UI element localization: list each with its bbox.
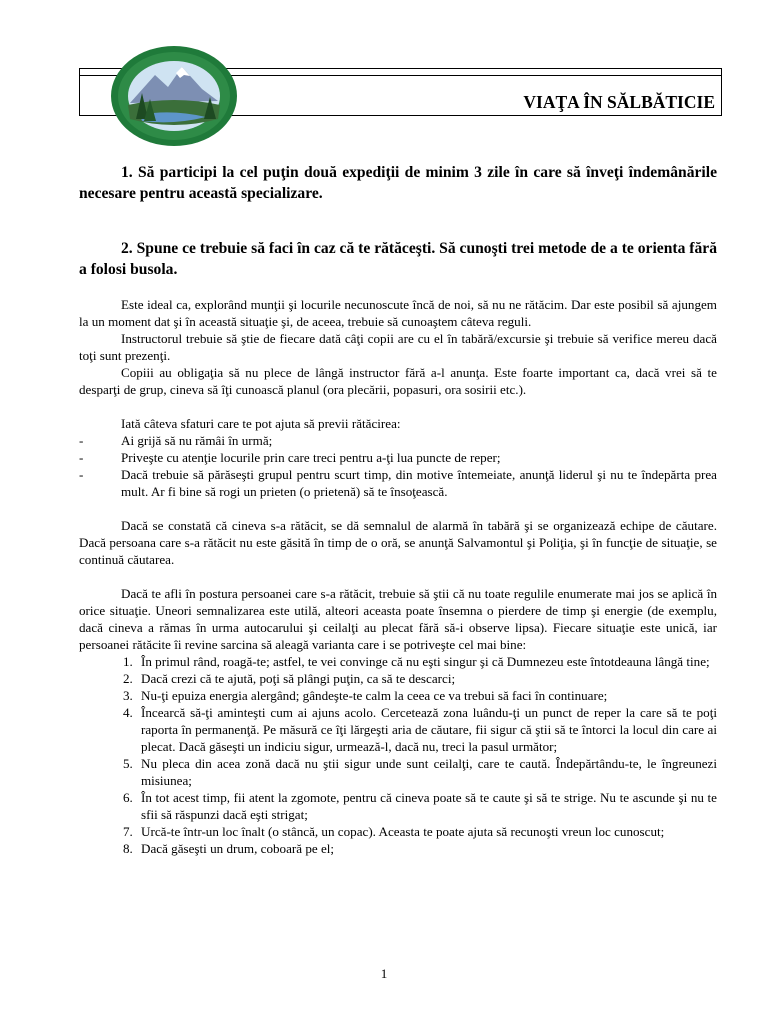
- list-item: [79, 687, 717, 704]
- list-item: [79, 755, 717, 789]
- list-item: [79, 466, 717, 500]
- list-number: 2.: [123, 671, 133, 686]
- list-item-text: Nu-ţi epuiza energia alergând; gândeşte-te calm la ceea ce va trebui să faci în continuare;: [141, 688, 608, 703]
- list-item: [79, 653, 717, 670]
- list-item-text: În tot acest timp, fii atent la zgomote, pentru că cineva poate să te caute şi să te strige. Nu te ascunde şi nu te sfii să răspunzi dacă eşti strigat;: [141, 790, 717, 822]
- list-item-text: - Dacă trebuie să părăseşti grupul pentru scurt timp, din motive întemeiate, anunţă liderul şi nu te îndepărta prea mult. Ar fi bine să rogi un prieten (o prietenă) să te însoţească.: [121, 467, 717, 499]
- list-item-text: Dacă găseşti un drum, coboară pe el;: [141, 841, 335, 856]
- list-number: 1.: [123, 654, 133, 669]
- list-item-text: - Priveşte cu atenţie locurile prin care treci pentru a-ţi lua puncte de reper;: [121, 450, 501, 465]
- list-item: [79, 840, 717, 857]
- steps-list: [79, 653, 717, 857]
- list-item-text: În primul rând, roagă-te; astfel, te vei convinge că nu eşti singur şi că Dumnezeu este întotdeauna lângă tine;: [141, 654, 710, 669]
- list-item: [79, 823, 717, 840]
- list-number: 7.: [123, 824, 133, 839]
- list-item: [79, 432, 717, 449]
- list-number: 8.: [123, 841, 133, 856]
- list-item-text: Dacă crezi că te ajută, poţi să plângi puţin, ca să te descarci;: [141, 671, 456, 686]
- page-title: VIAŢA ÎN SĂLBĂTICIE: [523, 92, 715, 112]
- list-item-text: - Ai grijă să nu rămâi în urmă;: [121, 433, 273, 448]
- list-item-text: Nu pleca din acea zonă dacă nu ştii sigur unde sunt ceilalţi, care te caută. Îndepărtându-te, le îngreunezi misiunea;: [141, 756, 717, 788]
- list-item: [79, 704, 717, 755]
- paragraph: Este ideal ca, explorând munţii şi locurile necunoscute încă de noi, să nu ne rătăcim. Dar este posibil să ajungem la un moment dat şi în această situaţie şi, de aceea, trebuie să cunoaştem câteva reguli.: [79, 297, 717, 329]
- list-number: 6.: [123, 790, 133, 805]
- mountain-landscape-badge-icon: [110, 45, 238, 147]
- list-item-text: Urcă-te într-un loc înalt (o stâncă, un copac). Aceasta te poate ajuta să recunoşti vreun loc cunoscut;: [141, 824, 665, 839]
- list-number: 5.: [123, 756, 133, 771]
- requirement-heading: 1. Să participi la cel puţin două expediţii de minim 3 zile în care să înveţi îndemânările necesare pentru această specializare.: [79, 164, 717, 202]
- list-item: [79, 449, 717, 466]
- page-number: 1: [380, 966, 388, 981]
- document-body: [79, 162, 717, 857]
- paragraph: Copiii au obligaţia să nu plece de lângă instructor fără a-l anunţa. Este foarte important ca, dacă vrei să te desparţi de grup, cineva să îţi cunoască planul (ora plecării, popasuri, ora sosirii etc.).: [79, 365, 717, 397]
- tips-intro: Iată câteva sfaturi care te pot ajuta să previi rătăcirea:: [121, 416, 401, 431]
- list-number: 4.: [123, 705, 133, 720]
- requirement-heading: 2. Spune ce trebuie să faci în caz că te rătăceşti. Să cunoşti trei metode de a te orienta fără a folosi busola.: [79, 240, 717, 278]
- list-number: 3.: [123, 688, 133, 703]
- list-item: [79, 789, 717, 823]
- paragraph: Dacă te afli în postura persoanei care s-a rătăcit, trebuie să ştii că nu toate regulile enumerate mai jos se aplică în orice situaţie. Uneori semnalizarea este utilă, alteori aceasta poate însemna o pierdere de timp şi energie (de exemplu, dacă cineva a rămas în urma autocarului şi ceilalţi au plecat fără să-i observe lipsa). Fiecare situaţie este unică, iar persoanei rătăcite îi revine sarcina să aleagă varianta care i se potriveşte cel mai bine:: [79, 586, 717, 652]
- list-item: [79, 670, 717, 687]
- paragraph: Instructorul trebuie să ştie de fiecare dată câţi copii are cu el în tabără/excursie şi trebuie să verifice mereu dacă toţi sunt prezenţi.: [79, 331, 717, 363]
- tips-list: [79, 432, 717, 500]
- list-item-text: Încearcă să-ţi aminteşti cum ai ajuns acolo. Cercetează zona luându-ţi un punct de reper la care să te poţi raporta în permanenţă. Pe măsură ce îţi lărgeşti aria de căutare, fii sigur că ştii să te întorci la locul din care ai plecat. Dacă găseşti un indiciu sigur, urmează-l, dacă nu, treci la pasul următor;: [141, 705, 717, 754]
- paragraph: Dacă se constată că cineva s-a rătăcit, se dă semnalul de alarmă în tabără şi se organizează echipe de căutare. Dacă persoana care s-a rătăcit nu este găsită în timp de o oră, se anunţă Salvamontul şi Poliţia, şi în funcţie de situaţie, se continuă căutarea.: [79, 518, 717, 567]
